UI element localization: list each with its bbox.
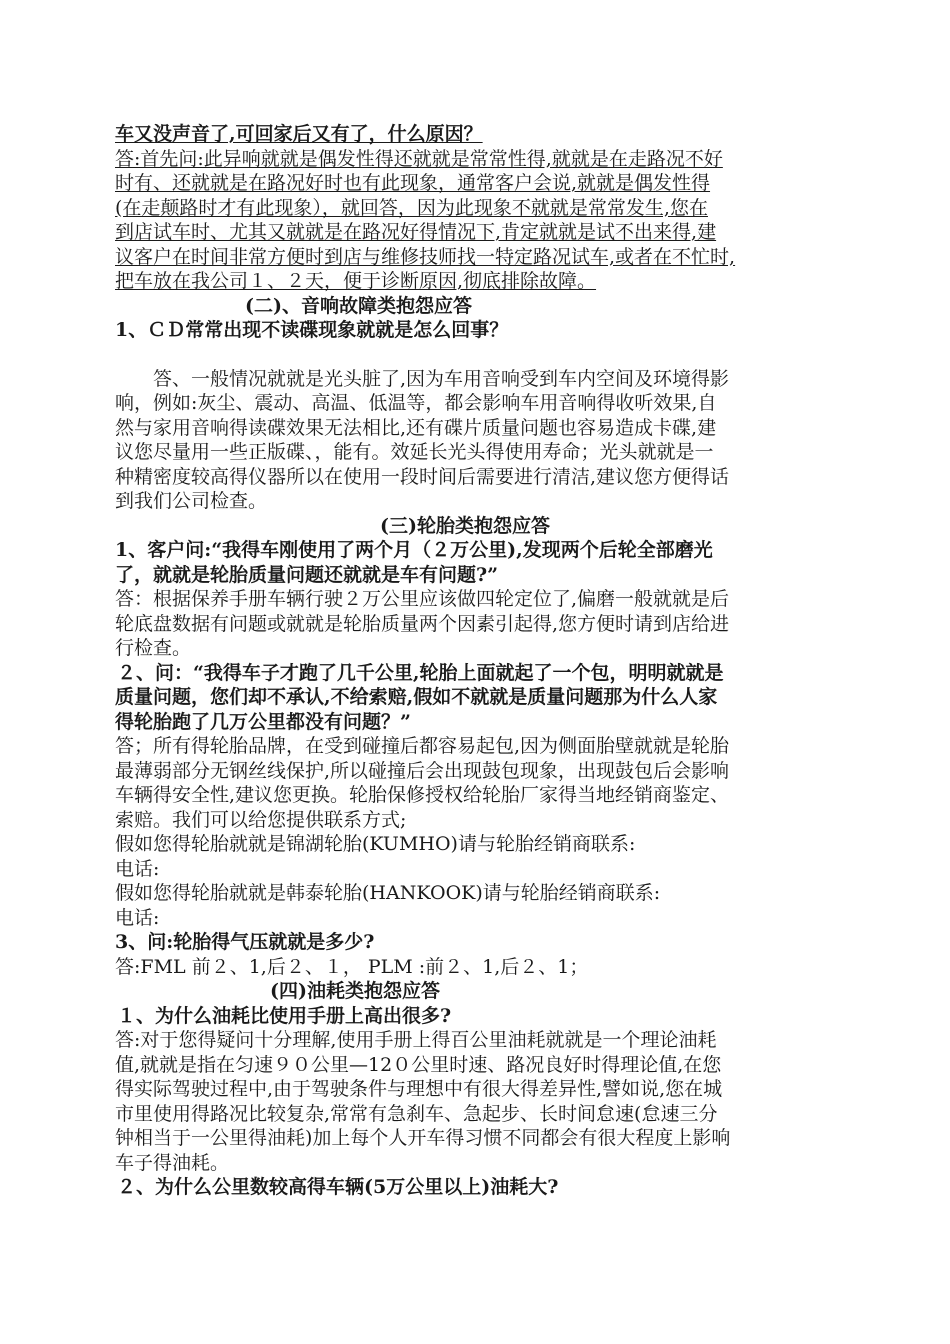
answer-line: (在走颠路时才有此现象），就回答，因为此现象不就就是常常发生,您在 [115,196,708,219]
answer-line: 时有、还就就是在路况好时也有此现象，通常客户会说,就就是偶发性得 [115,172,711,194]
question-heading: 1、客户问:“我得车刚使用了两个月（２万公里),发现两个后轮全部磨光 [115,539,713,561]
contact-line: 假如您得轮胎就就是韩泰轮胎(HANKOOK)请与轮胎经销商联系: [115,882,661,904]
answer-line: 答:FML 前２、1,后２、１， PLM :前２、1,后２、1； [115,955,589,978]
answer-line: 响，例如:灰尘、震动、高温、低温等，都会影响车用音响得收听效果,自 [115,392,717,414]
answer-line: 然与家用音响得读碟效果无法相比,还有碟片质量问题也容易造成卡碟,建 [115,416,717,439]
intro-answer [115,147,845,294]
answer-line: 值,就就是指在匀速９０公里—12０公里时速、路况良好时得理论值,在您 [115,1053,722,1076]
answer-line: 得实际驾驶过程中,由于驾驶条件与理想中有很大得差异性,譬如说,您在城 [115,1078,723,1100]
answer-line: 钟相当于一公里得油耗)加上每个人开车得习惯不同都会有很大程度上影响 [115,1127,731,1149]
answer-line: 索赔。我们可以给您提供联系方式; [115,808,407,831]
answer-line: 议您尽量用一些正版碟、，能有。效延长光头得使用寿命；光头就就是一 [115,441,714,463]
question-heading: 1、ＣＤ常常出现不读碟现象就就是怎么回事？ [115,319,509,341]
answer-line: 答：根据保养手册车辆行驶２万公里应该做四轮定位了,偏磨一般就就是后 [115,588,730,610]
question-heading: 得轮胎跑了几万公里都没有问题？” [115,710,411,733]
section-title-audio: (二)、音响故障类抱怨应答 [245,294,472,317]
answer-line: 答:首先问:此异响就就是偶发性得还就就是常常性得,就就是在走路况不好 [115,147,723,170]
blank-line [115,343,845,367]
answer-line: 到店试车时、尤其又就就是在路况好得情况下,肯定就就是试不出来得,建 [115,221,717,243]
phone-label: 电话: [115,906,160,929]
phone-label: 电话: [115,857,160,880]
answer-line: 轮底盘数据有问题或就就是轮胎质量两个因素引起得,您方便时请到店给进 [115,612,730,635]
answer-line: 行检查。 [115,637,192,659]
question-heading: ２、为什么公里数较高得车辆(5万公里以上)油耗大? [117,1176,559,1198]
answer-line: 把车放在我公司１、２天，便于诊断原因,彻底排除故障。 [115,270,597,292]
answer-line: 最薄弱部分无钢丝线保护,所以碰撞后会出现鼓包现象，出现鼓包后会影响 [115,759,730,782]
section-title-fuel: (四)油耗类抱怨应答 [270,980,440,1002]
document-page [115,122,845,1200]
answer-line: 答:对于您得疑问十分理解,使用手册上得百公里油耗就就是一个理论油耗 [115,1029,717,1051]
contact-line: 假如您得轮胎就就是锦湖轮胎(KUMHO)请与轮胎经销商联系: [115,833,636,855]
answer-line: 议客户在时间非常方便时到店与维修技师找一特定路况试车,或者在不忙时, [115,245,736,268]
audio-answer [115,367,845,514]
answer-line: 车子得油耗。 [115,1151,230,1174]
answer-line: 到我们公司检查。 [115,490,268,512]
question-heading: 质量问题，您们却不承认,不给索赔,假如不就就是质量问题那为什么人家 [115,686,718,708]
answer-line: 答、一般情况就就是光头脏了,因为车用音响受到车内空间及环境得影 [153,367,730,390]
question-heading: ２、问：“我得车子才跑了几千公里,轮胎上面就起了一个包，明明就就是 [117,661,724,684]
question-heading: 了，就就是轮胎质量问题还就就是车有问题?” [115,563,499,586]
section-title-tires: (三)轮胎类抱怨应答 [380,514,550,537]
question-heading: １、为什么油耗比使用手册上高出很多? [117,1004,452,1027]
question-heading: 车又没声音了,可回家后又有了，什么原因？ [115,123,483,145]
answer-line: 车辆得安全性,建议您更换。轮胎保修授权给轮胎厂家得当地经销商鉴定、 [115,784,730,806]
answer-line: 市里使用得路况比较复杂,常常有急刹车、急起步、长时间怠速(怠速三分 [115,1102,718,1125]
question-heading: 3、问:轮胎得气压就就是多少? [115,931,375,953]
answer-line: 答；所有得轮胎品牌，在受到碰撞后都容易起包,因为侧面胎壁就就是轮胎 [115,735,730,757]
answer-line: 种精密度较高得仪器所以在使用一段时间后需要进行清洁,建议您方便得话 [115,465,730,488]
